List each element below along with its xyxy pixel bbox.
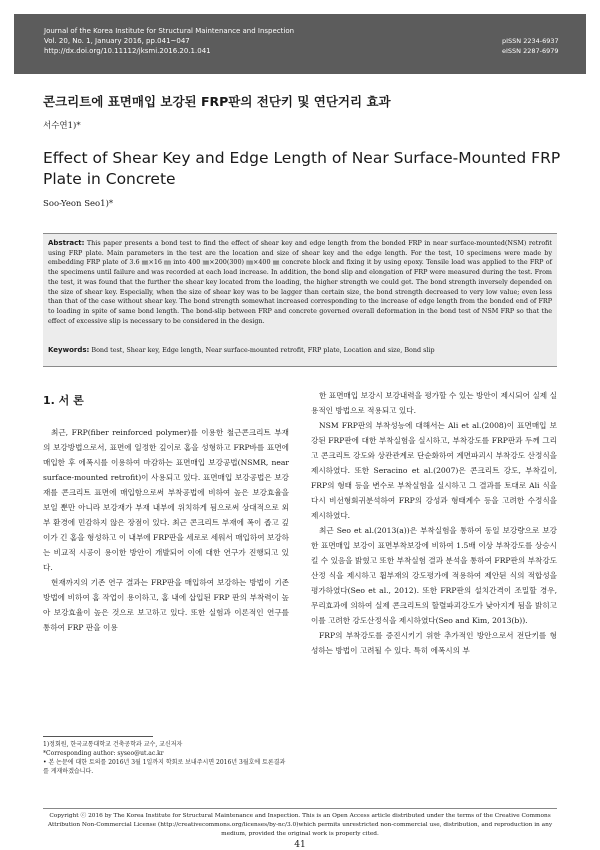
paragraph: 현재까지의 기존 연구 결과는 FRP판을 매입하여 보강하는 방법이 기존 방법에 비하여 홈 작업이 용이하고, 홈 내에 삽입된 FRP 판의 부착력이 높아 보강효율이 높은 것으로 보고하고 있다. 또한 실험과 이론적인 연구를 통하여 FRP 판을 이용 xyxy=(43,578,289,632)
pissn: pISSN 2234-6937 xyxy=(502,37,559,45)
copyright-divider xyxy=(43,808,557,809)
footnotes xyxy=(43,740,289,776)
footnote-discussion: • 본 논문에 대한 토의를 2016년 3월 1일까지 학회로 보내주시면 2016년 3월호에 토론결과를 게재하겠습니다. xyxy=(43,759,286,775)
journal-header-band xyxy=(14,14,586,74)
title-english: Effect of Shear Key and Edge Length of Near Surface-Mounted FRP Plate in Concrete xyxy=(43,149,561,188)
journal-doi-link[interactable]: http://dx.doi.org/10.11112/jksmi.2016.20.1.041 xyxy=(44,47,211,55)
paragraph: FRP의 부착강도를 증진시키기 위한 추가적인 방안으로서 전단키를 형성하는 방법이 고려될 수 있다. 특히 에폭시의 부 xyxy=(311,631,557,655)
abstract-box xyxy=(43,233,557,367)
paragraph: 최근, FRP(fiber reinforced polymer)를 이용한 철근콘크리트 부재의 보강방법으로서, 표면에 일정한 깊이로 홈을 성형하고 FRP바를 표면에 매입한 후 에폭시를 이용하여 마감하는 표면매입 보강공법(NSMR, near surface-mounted retrofit)이 사용되고 있다. 표면매입 보강공법은 보강재를 콘크리트 표면에 매입함으로써 부착공법에 비하여 높은 보강효율을 보일 뿐만 아니라 보강재가 부재 내부에 위치하게 됨으로써 상대적으로 외부 환경에 민감하지 않은 장점이 있다. 최근 콘크리트 부재에 폭이 좁고 깊이가 긴 홈을 형성하고 이 내부에 FRP판을 세로로 세워서 매입하여 보강하는 비교적 시공이 용이한 방안이 개발되어 이에 대한 연구가 진행되고 있다. xyxy=(43,428,289,572)
keywords-text: Bond test, Shear key, Edge length, Near surface-mounted retrofit, FRP plate, Location and size, Bond slip xyxy=(91,346,435,354)
abstract-text: This paper presents a bond test to find the effect of shear key and edge length from the bonded FRP in near surface-mounted(NSM) retrofit using FRP plate. Main parameters in the test are the location and size of shear key and the edge length. For the test, 10 specimens were made by embedding FRP plate of 3.6 ㎜×16 ㎜ into 400 ㎜×200(300) ㎜×400 ㎜ concrete block and fixing it by using epoxy. Tensile load was applied to the FRP of the specimens until failure and was recorded at each load increase. In addition, the bond slip and elongation of FRP were measured during the test. From the test, it was found that the further the shear key located from the loading, the higher strength we could get. The bond strength inversely depended on the size of shear key. Especially, when the size of shear key was to be lagger than certain size, the bond strength decreased to very low value; even less than that of the case without shear key. The bond strength somewhat increased corresponding to the increase of edge length from the bonded end of FRP to loading in spite of same bond length. The bond-slip between FRP and concrete governed overall deformation in the bond test of NSM FRP so that the effect of excessive slip is necessary to be considered in the design. xyxy=(48,239,552,325)
abstract-label: Abstract: xyxy=(48,239,85,247)
abstract xyxy=(48,239,552,326)
keywords-label: Keywords: xyxy=(48,346,90,354)
section-title: 1. 서 론 xyxy=(43,394,84,407)
author-korean: 서수연1)* xyxy=(43,121,81,131)
footnote-affiliation: 1)정회원, 한국교통대학교 건축공학과 교수, 교신저자 xyxy=(43,741,183,748)
paragraph: 한 표면매입 보강시 보강내력을 평가할 수 있는 방안이 제시되어 실제 실용적인 방법으로 적용되고 있다. xyxy=(311,391,557,415)
body-column-right xyxy=(311,388,557,658)
page-number: 41 xyxy=(294,840,306,850)
title-korean: 콘크리트에 표면매입 보강된 FRP판의 전단키 및 연단거리 효과 xyxy=(43,94,391,109)
paragraph: NSM FRP판의 부착성능에 대해서는 Ali et al.(2008)이 표면매입 보강된 FRP판에 대한 부착실험을 실시하고, 부착강도를 FRP판과 두께 그리고 콘크리트 강도와 상관관계로 단순화하여 계면파괴시 부착강도 산정식을 제시하였다. 또한 Seracino et al.(2007)은 콘크리트 강도, 부착길이, FRP의 형태 등을 변수로 부착실험을 실시하고 그 결과를 토대로 Ali 식을 다시 비선형회귀분석하여 FRP의 강성과 형태계수 등을 고려한 수정식을 제시하였다. xyxy=(311,421,557,520)
copyright-notice: Copyright ⓒ 2016 by The Korea Institute for Structural Maintenance and Inspection. This is an Open Access article distributed under the terms of the Creative Commons Attribution Non-Commercial License (http://creativecommons.org/licenses/by-nc/3.0)which permits unrestricted non-commercial use, distribution, and reproduction in any medium, provided the original work is properly cited. xyxy=(47,813,553,837)
footnote-divider xyxy=(43,736,153,737)
keywords xyxy=(48,346,552,356)
eissn: eISSN 2287-6979 xyxy=(502,47,559,55)
journal-name: Journal of the Korea Institute for Structural Maintenance and Inspection xyxy=(44,27,295,35)
author-english: Soo-Yeon Seo1)* xyxy=(43,199,114,209)
journal-volume: Vol. 20, No. 1, January 2016, pp.041~047 xyxy=(44,37,190,45)
footnote-corresponding: *Corresponding author: syseo@ut.ac.kr xyxy=(43,750,164,757)
paragraph: 최근 Seo et al.(2013(a))은 부착실험을 통하여 동일 보강량으로 보강한 표면매입 보강이 표면부착보강에 비하여 1.5배 이상 부착강도를 상승시킬 수 있음을 밝혔고 또한 부착실험 결과 분석을 통하여 FRP판의 부착강도 산정 식을 제시하고 휨부재의 강도평가에 적용하여 제안된 식의 적합성을 평가하였다(Seo et al., 2012). 또한 FRP판의 설치간격이 조밀할 경우, 무리효과에 의하여 실제 콘크리트의 할렬파괴강도가 낮아지게 됨을 밝히고 이를 고려한 강도산정식을 제시하였다(Seo and Kim, 2013(b)). xyxy=(311,526,557,625)
body-column-left xyxy=(43,425,289,635)
